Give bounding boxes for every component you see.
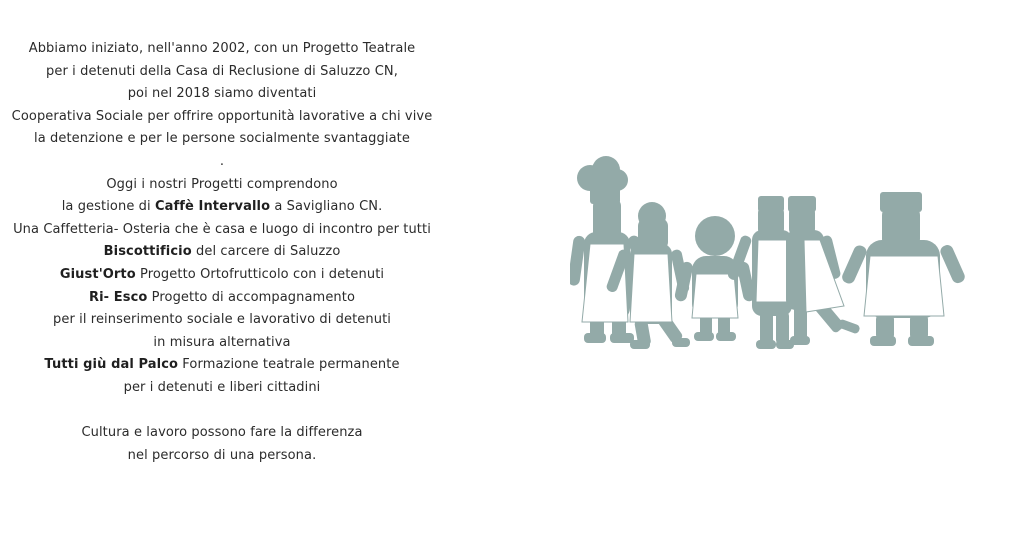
intro-line-6: .	[219, 153, 225, 169]
project-riesco-line-2: per il reinserimento sociale e lavorativo di detenuti	[53, 312, 391, 328]
six-cooks-silhouette-illustration	[570, 155, 970, 355]
closing-line-1: Cultura e lavoro possono fare la differenza	[81, 425, 363, 441]
project-palco-line	[0, 354, 444, 377]
projects-heading: Oggi i nostri Progetti comprendono	[106, 176, 338, 192]
project-cafe-name: Caffè Intervallo	[154, 199, 271, 215]
intro-line-5: la detenzione e per le persone socialmente svantaggiate	[34, 131, 410, 147]
project-orto-name: Giust'Orto	[59, 266, 136, 282]
intro-line-3: poi nel 2018 siamo diventati	[127, 86, 317, 102]
spacer	[0, 400, 444, 423]
project-riesco-line	[0, 287, 444, 310]
project-palco-line-2: per i detenuti e liberi cittadini	[123, 379, 321, 395]
intro-line-2: per i detenuti della Casa di Reclusione di Saluzzo CN,	[46, 63, 398, 79]
project-palco-post: Formazione teatrale permanente	[178, 357, 400, 373]
project-cafe-description: Una Caffetteria- Osteria che è casa e luogo di incontro per tutti	[13, 221, 431, 237]
project-cafe-pre: la gestione di	[61, 199, 155, 215]
intro-line-1: Abbiamo iniziato, nell'anno 2002, con un Progetto Teatrale	[28, 41, 416, 56]
project-riesco-line-3: in misura alternativa	[153, 334, 291, 350]
project-biscotti-name: Biscottificio	[103, 244, 192, 260]
project-biscotti-line	[0, 241, 444, 264]
project-riesco-name: Ri- Esco	[88, 289, 148, 305]
project-riesco-post: Progetto di accompagnamento	[147, 289, 356, 305]
project-cafe-post: a Savigliano CN.	[270, 199, 383, 215]
intro-line-4: Cooperativa Sociale per offrire opportunità lavorative a chi vive	[11, 108, 433, 124]
project-orto-line	[0, 264, 444, 287]
project-biscotti-post: del carcere di Saluzzo	[191, 244, 341, 260]
project-cafe-line	[0, 196, 444, 219]
project-palco-name: Tutti giù dal Palco	[44, 357, 179, 373]
project-orto-post: Progetto Ortofrutticolo con i detenuti	[135, 266, 385, 282]
description-text-block	[0, 38, 444, 467]
closing-line-2: nel percorso di una persona.	[127, 447, 317, 463]
